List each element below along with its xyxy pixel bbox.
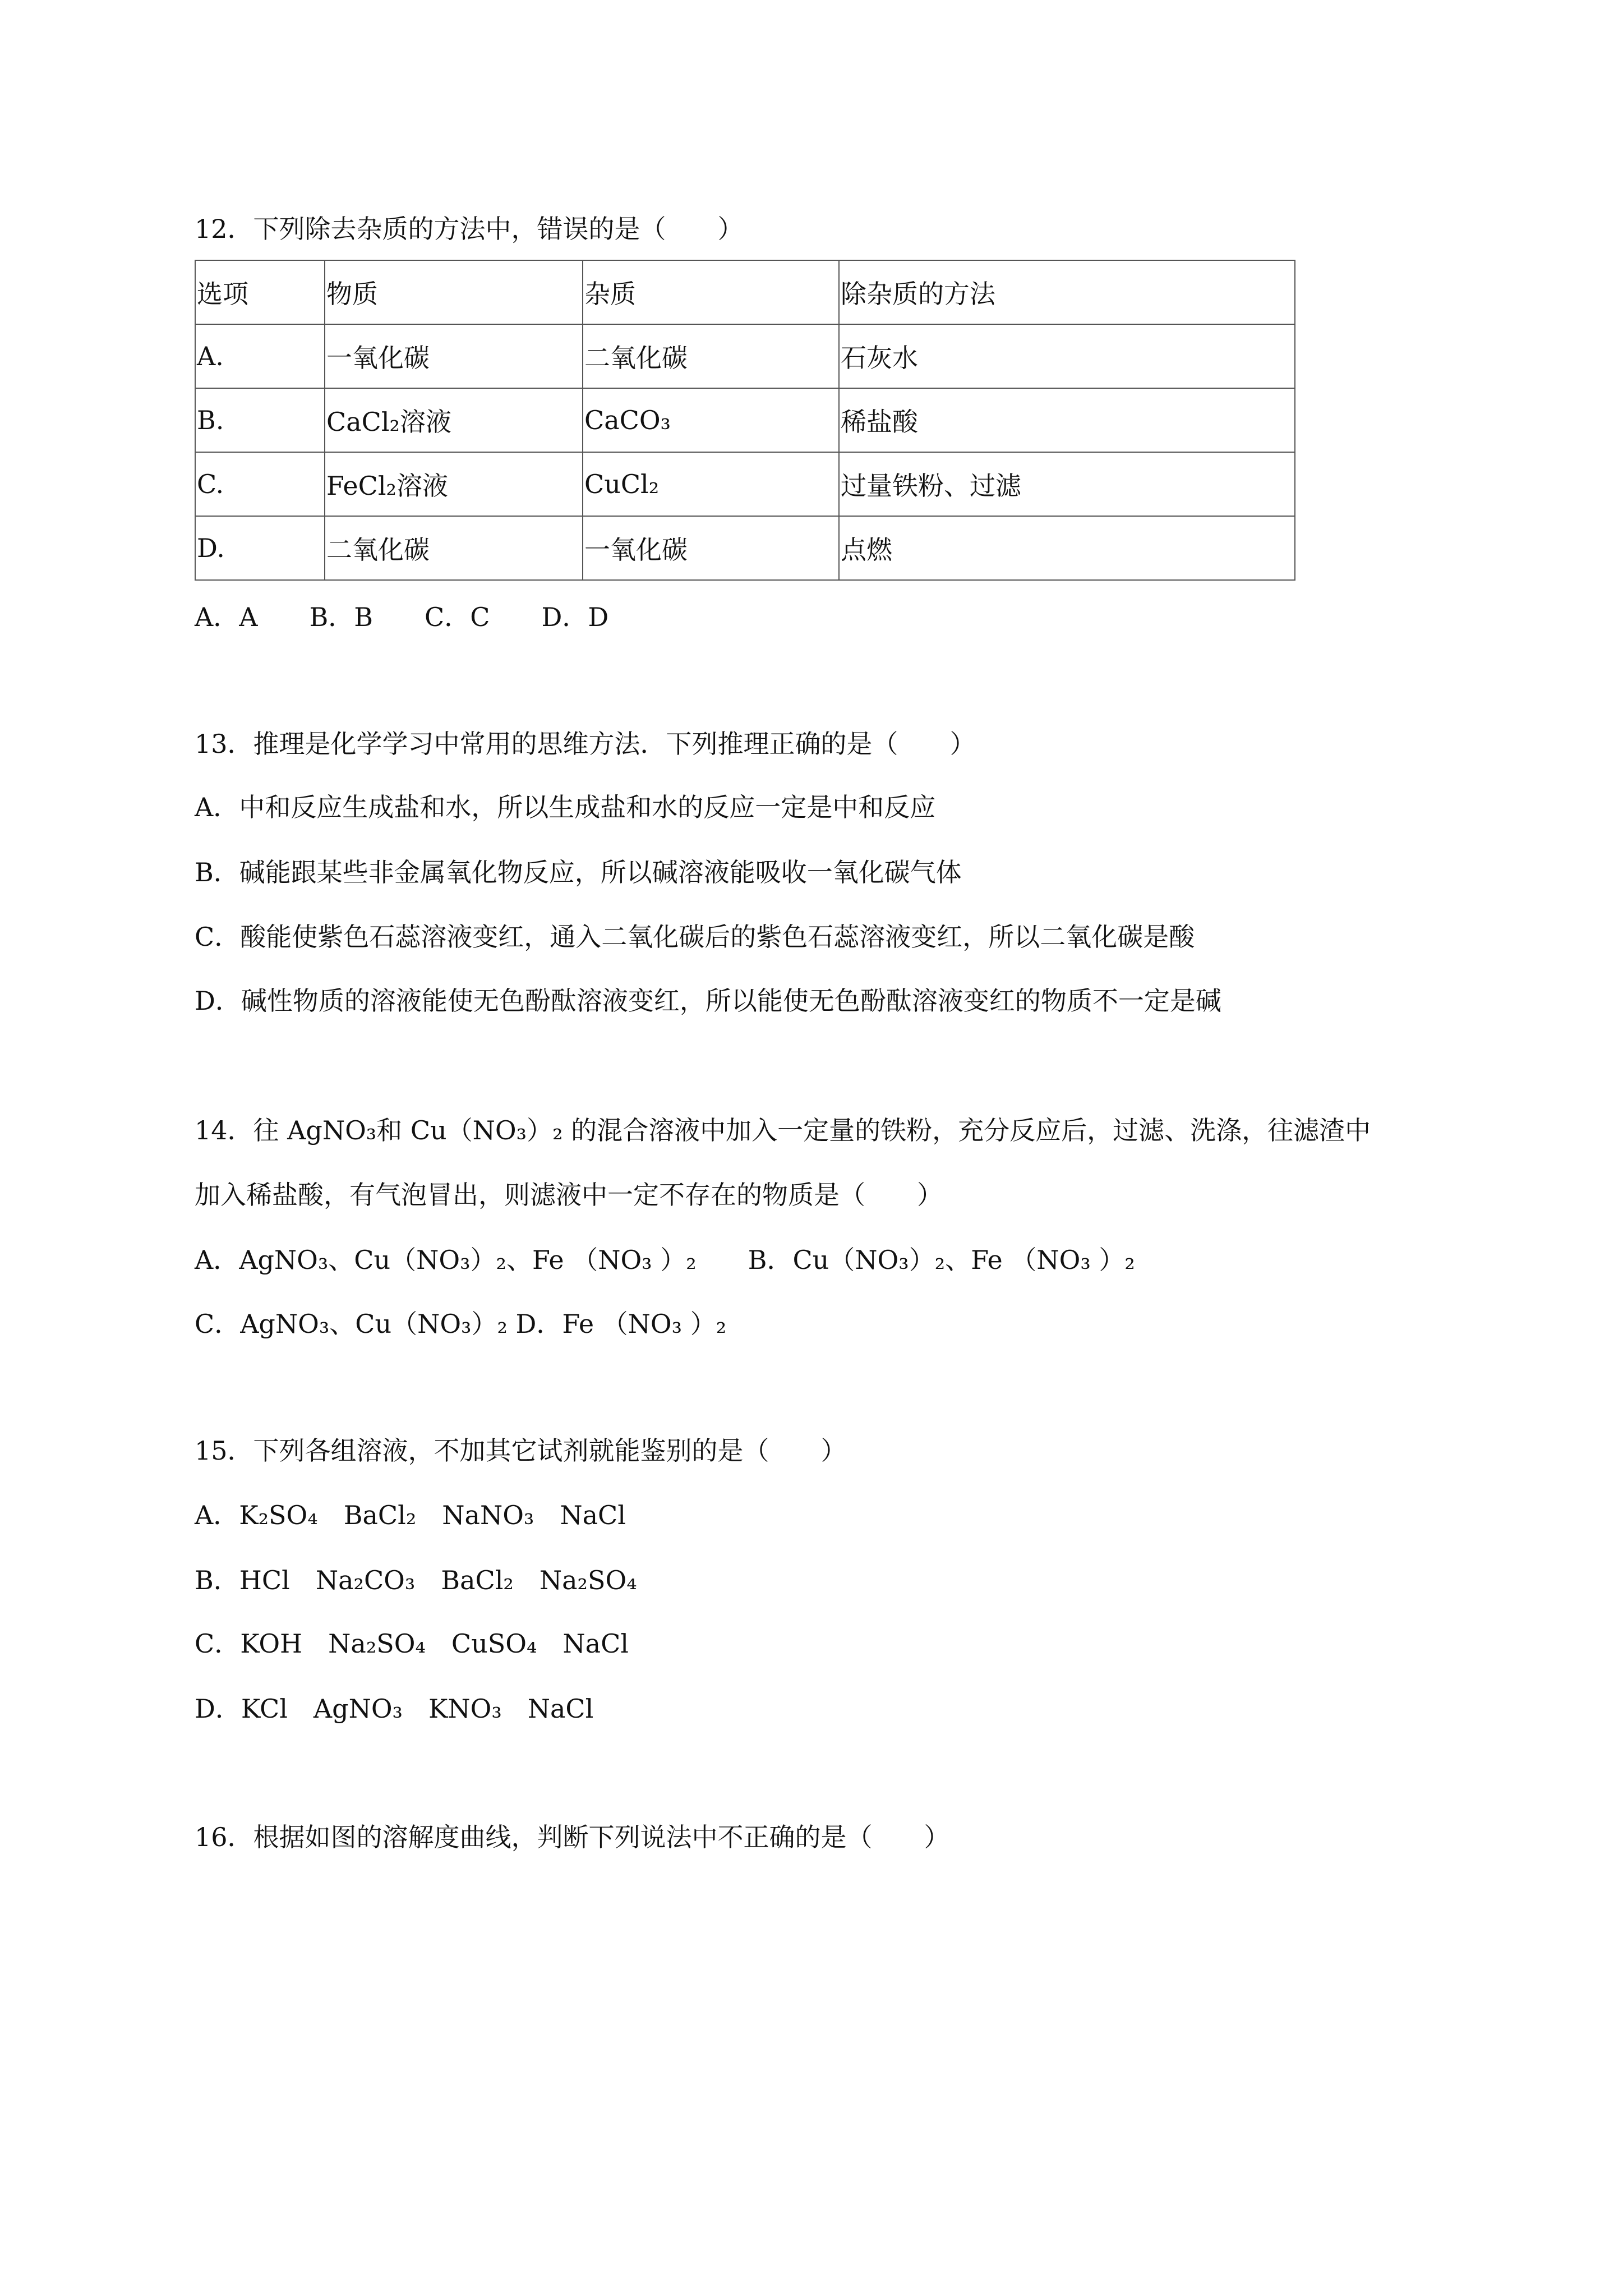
- cell: A.: [195, 324, 325, 388]
- cell: FeCl₂溶液: [325, 452, 583, 516]
- q14-stem-line2: 加入稀盐酸，有气泡冒出，则滤液中一定不存在的物质是（ ）: [195, 1180, 943, 1210]
- q13-option-c: C．酸能使紫色石蕊溶液变红，通入二氧化碳后的紫色石蕊溶液变红，所以二氧化碳是酸: [195, 922, 1195, 952]
- cell: 稀盐酸: [839, 388, 1295, 452]
- q15-option-d: D．KCl AgNO₃ KNO₃ NaCl: [195, 1694, 594, 1724]
- q15-option-a: A．K₂SO₄ BaCl₂ NaNO₃ NaCl: [195, 1500, 626, 1530]
- q12-stem: 12．下列除去杂质的方法中，错误的是（ ）: [195, 214, 744, 244]
- cell: D.: [195, 516, 325, 580]
- q12-table: [195, 260, 1295, 581]
- cell: 点燃: [839, 516, 1295, 580]
- cell: CaCO₃: [583, 388, 839, 452]
- table-header-row: [195, 260, 1295, 324]
- cell: 二氧化碳: [583, 324, 839, 388]
- q14-stem-line1: 14．往 AgNO₃和 Cu（NO₃）₂ 的混合溶液中加入一定量的铁粉，充分反应后，过滤、洗涤，往滤渣中: [195, 1115, 1371, 1145]
- header-cell: 除杂质的方法: [839, 260, 1295, 324]
- q14-options-cd: C．AgNO₃、Cu（NO₃）₂ D．Fe （NO₃ ）₂: [195, 1309, 727, 1339]
- table-row: [195, 324, 1295, 388]
- cell: 石灰水: [839, 324, 1295, 388]
- q16-stem: 16．根据如图的溶解度曲线，判断下列说法中不正确的是（ ）: [195, 1822, 950, 1852]
- table-row: [195, 452, 1295, 516]
- header-cell: 选项: [195, 260, 325, 324]
- q15-option-c: C．KOH Na₂SO₄ CuSO₄ NaCl: [195, 1628, 629, 1659]
- q15-stem: 15．下列各组溶液，不加其它试剂就能鉴别的是（ ）: [195, 1435, 847, 1466]
- q13-option-b: B．碱能跟某些非金属氧化物反应，所以碱溶液能吸收一氧化碳气体: [195, 857, 962, 887]
- cell: B.: [195, 388, 325, 452]
- header-cell: 物质: [325, 260, 583, 324]
- q13-option-d: D．碱性物质的溶液能使无色酚酞溶液变红，所以能使无色酚酞溶液变红的物质不一定是碱: [195, 986, 1221, 1016]
- cell: 二氧化碳: [325, 516, 583, 580]
- table-row: [195, 516, 1295, 580]
- cell: 一氧化碳: [325, 324, 583, 388]
- table-row: [195, 388, 1295, 452]
- q15-option-b: B．HCl Na₂CO₃ BaCl₂ Na₂SO₄: [195, 1565, 637, 1595]
- cell: C.: [195, 452, 325, 516]
- cell: 过量铁粉、过滤: [839, 452, 1295, 516]
- q13-option-a: A．中和反应生成盐和水，所以生成盐和水的反应一定是中和反应: [195, 792, 936, 822]
- q14-options-ab: A．AgNO₃、Cu（NO₃）₂、Fe （NO₃ ）₂ B．Cu（NO₃）₂、Fe （NO₃ ）₂: [195, 1245, 1135, 1275]
- q12-options: A．A B．B C．C D．D: [195, 602, 609, 632]
- cell: CuCl₂: [583, 452, 839, 516]
- q13-stem: 13．推理是化学学习中常用的思维方法．下列推理正确的是（ ）: [195, 729, 976, 759]
- header-cell: 杂质: [583, 260, 839, 324]
- cell: CaCl₂溶液: [325, 388, 583, 452]
- cell: 一氧化碳: [583, 516, 839, 580]
